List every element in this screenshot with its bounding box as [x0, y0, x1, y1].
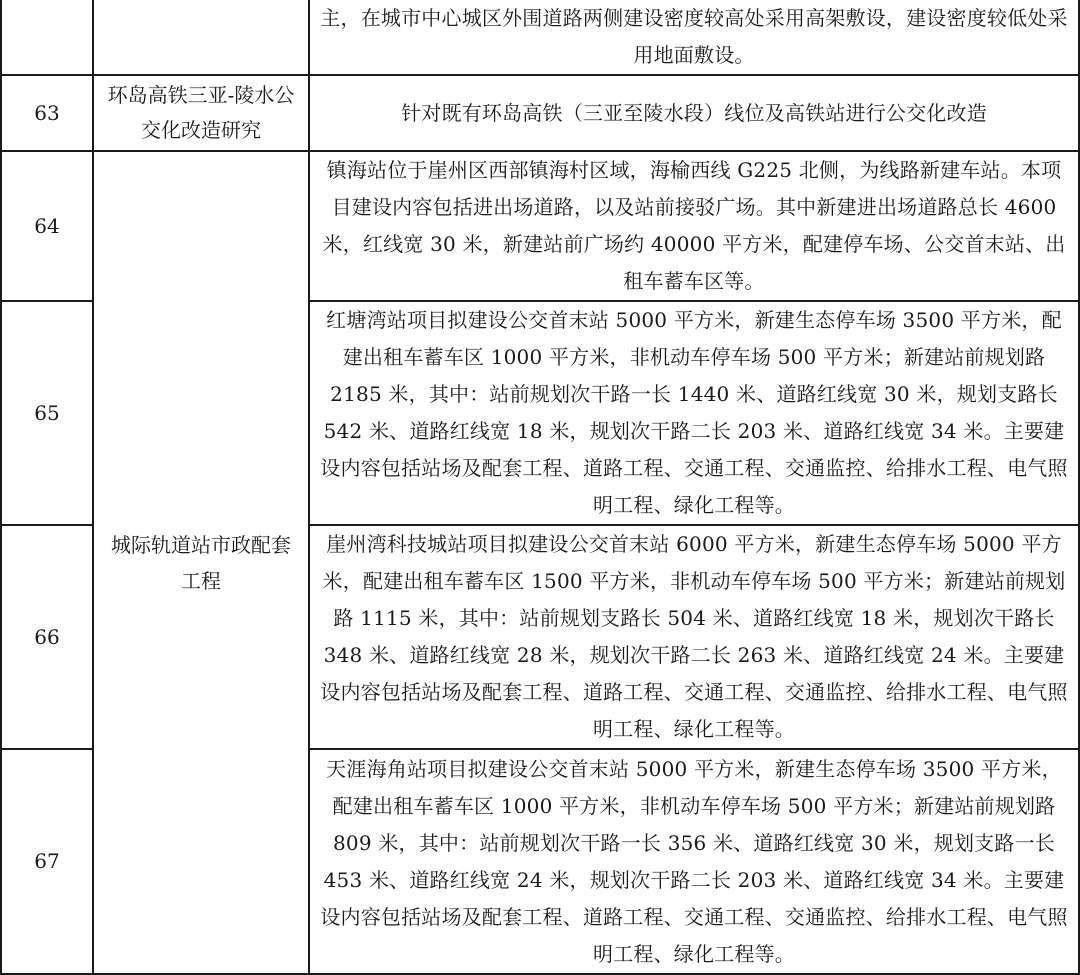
- project-description: 红塘湾站项目拟建设公交首末站 5000 平方米，新建生态停车场 3500 平方米，配建出租车蓄车区 1000 平方米，非机动车停车场 500 平方米；新建站前规划路 2185 米，其中：站前规划次干路一长 1440 米、道路红线宽 30 米，规划支路长 542 米、道路红线宽 18 米，规划次干路二长 203 米、道路红线宽 34 米。主要建设内容包括站场及配套工程、道路工程、交通工程、交通监控、给排水工程、电气照明工程、绿化工程等。: [320, 308, 1068, 517]
- project-description-cell: [309, 0, 1079, 75]
- project-name-cell: [93, 0, 309, 75]
- table-row: [1, 0, 1079, 75]
- project-description: 镇海站位于崖州区西部镇海村区域，海榆西线 G225 北侧，为线路新建车站。本项目建设内容包括进出场道路，以及站前接驳广场。其中新建进出场道路总长 4600 米，红线宽 30 米，新建站前广场约 40000 平方米，配建停车场、公交首末站、出租车蓄车区等。: [322, 158, 1066, 293]
- row-number-cell: 66: [1, 525, 93, 749]
- project-description-cell: [309, 301, 1079, 525]
- project-description: 主，在城市中心城区外围道路两侧建设密度较高处采用高架敷设，建设密度较低处采用地面敷设。: [320, 6, 1068, 67]
- project-name-cell: [93, 75, 309, 151]
- project-group-name-cell: [93, 151, 309, 974]
- row-number-cell: 67: [1, 749, 93, 974]
- row-number-cell: 65: [1, 301, 93, 525]
- project-description: 针对既有环岛高铁（三亚至陵水段）线位及高铁站进行公交化改造: [401, 100, 987, 125]
- table-row: [1, 151, 1079, 301]
- project-description: 天涯海角站项目拟建设公交首末站 5000 平方米，新建生态停车场 3500 平方米，配建出租车蓄车区 1000 平方米，非机动车停车场 500 平方米；新建站前规划路 809 米，其中：站前规划次干路一长 356 米、道路红线宽 30 米，规划支路一长 453 米、道路红线宽 24 米，规划次干路二长 203 米、道路红线宽 34 米。主要建设内容包括站场及配套工程、道路工程、交通工程、交通监控、给排水工程、电气照明工程、绿化工程等。: [320, 756, 1068, 966]
- row-number-cell: 63: [1, 75, 93, 151]
- row-number-cell: [1, 0, 93, 75]
- project-description: 崖州湾科技城站项目拟建设公交首末站 6000 平方米，新建生态停车场 5000 平方米，配建出租车蓄车区 1500 平方米，非机动车停车场 500 平方米；新建站前规划路 1115 米，其中：站前规划支路长 504 米、道路红线宽 18 米，规划次干路长 348 米、道路红线宽 28 米，规划次干路二长 263 米、道路红线宽 24 米。主要建设内容包括站场及配套工程、道路工程、交通工程、交通监控、给排水工程、电气照明工程、绿化工程等。: [320, 532, 1068, 741]
- row-number-cell: 64: [1, 151, 93, 301]
- project-description-cell: [309, 75, 1079, 151]
- project-description-cell: [309, 749, 1079, 974]
- project-description-cell: [309, 151, 1079, 301]
- project-name: 环岛高铁三亚-陵水公交化改造研究: [107, 83, 295, 142]
- project-group-name: 城际轨道站市政配套工程: [111, 532, 291, 593]
- project-description-cell: [309, 525, 1079, 749]
- table-row: [1, 75, 1079, 151]
